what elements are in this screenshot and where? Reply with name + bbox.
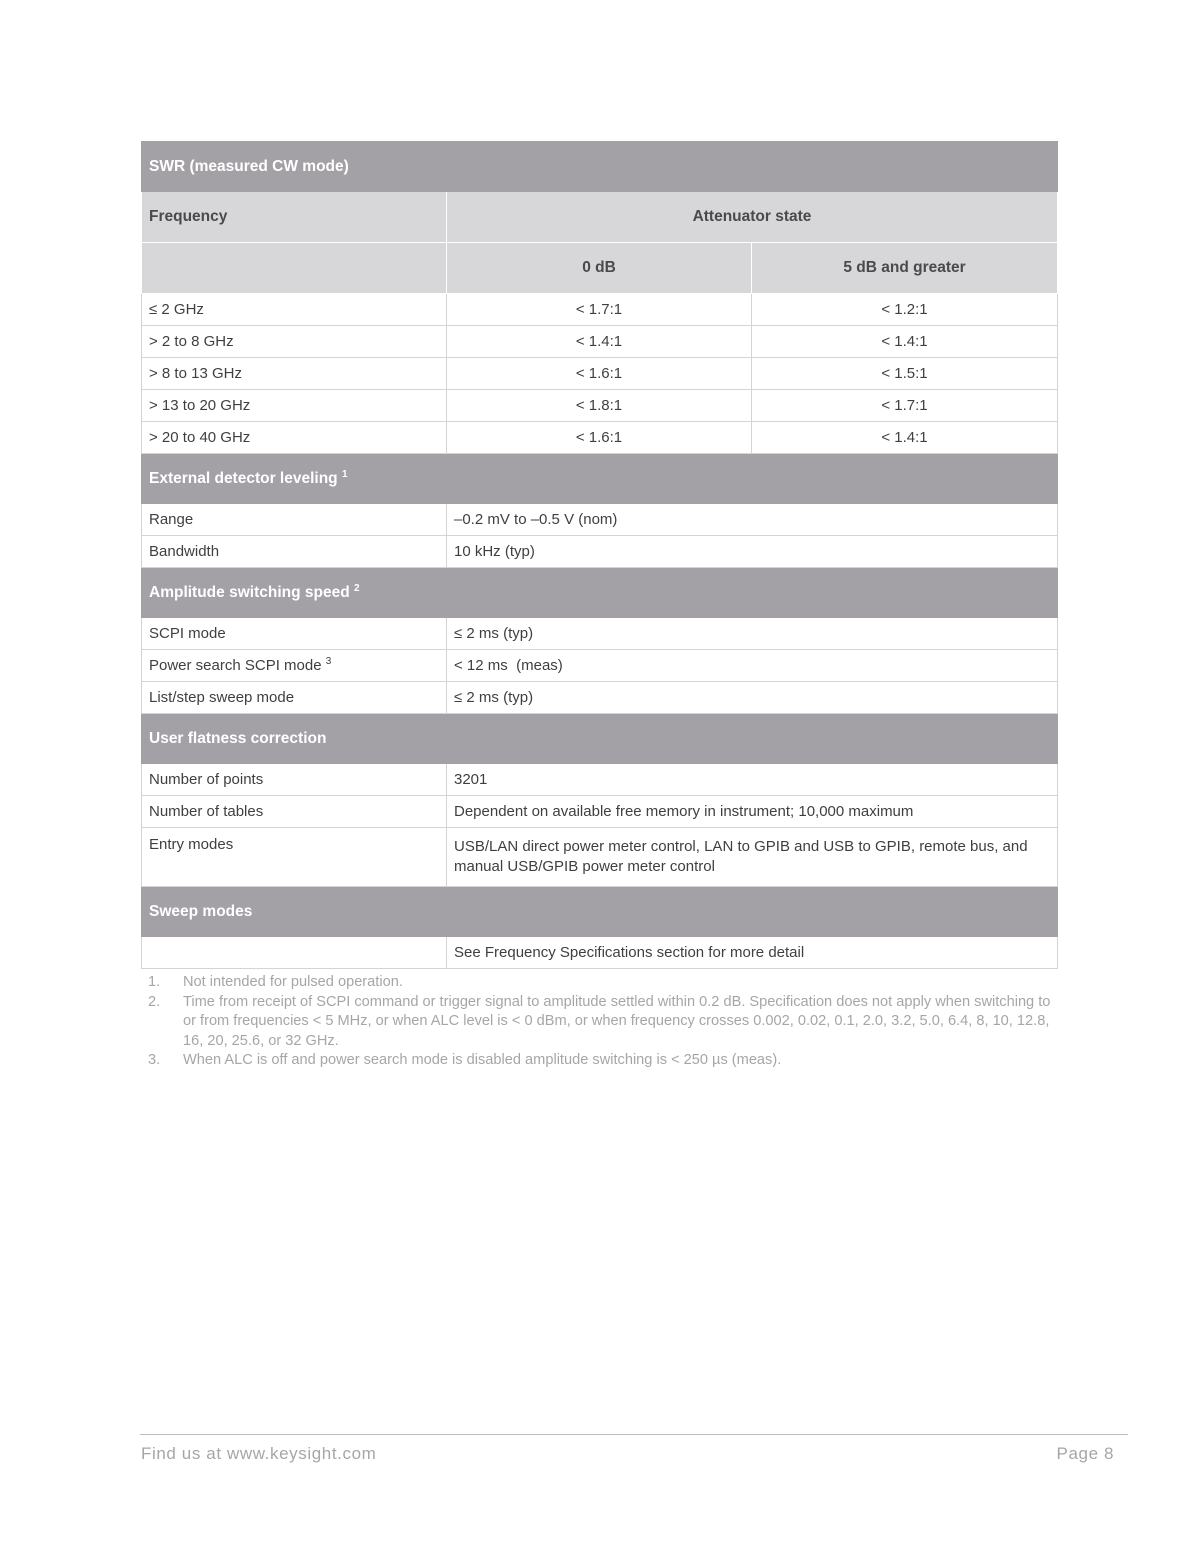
row-label: Number of points [142, 764, 447, 796]
empty-cell [142, 937, 447, 969]
table-row [142, 536, 1058, 568]
footnote-text: When ALC is off and power search mode is disabled amplitude switching is < 250 µs (meas). [183, 1052, 782, 1068]
section-header-external-leveling [142, 454, 1058, 504]
footer-divider [140, 1434, 1128, 1435]
section-title: User flatness correction [142, 714, 1058, 764]
swr-5db-cell: < 1.5:1 [752, 358, 1058, 390]
row-label: Bandwidth [142, 536, 447, 568]
col-5db-header: 5 dB and greater [752, 243, 1058, 294]
footnote [141, 993, 1061, 1052]
table-row [142, 422, 1058, 454]
section-title: Amplitude switching speed [149, 583, 350, 601]
swr-0db-cell: < 1.4:1 [447, 326, 752, 358]
swr-0db-cell: < 1.6:1 [447, 422, 752, 454]
table-row [142, 796, 1058, 828]
row-value: See Frequency Specifications section for more detail [447, 937, 1058, 969]
swr-0db-cell: < 1.8:1 [447, 390, 752, 422]
section-title: External detector leveling [149, 469, 338, 487]
table-row [142, 358, 1058, 390]
swr-5db-cell: < 1.2:1 [752, 294, 1058, 326]
footnote-ref: 2 [353, 582, 360, 594]
frequency-cell: > 20 to 40 GHz [142, 422, 447, 454]
frequency-header: Frequency [142, 192, 447, 243]
page-number: Page 8 [1056, 1444, 1114, 1463]
footnote-ref: 3 [325, 656, 332, 667]
empty-cell [142, 243, 447, 294]
row-label: Entry modes [142, 828, 447, 887]
row-value: –0.2 mV to –0.5 V (nom) [447, 504, 1058, 536]
row-label: Number of tables [142, 796, 447, 828]
table-row [142, 764, 1058, 796]
footnote-text: Time from receipt of SCPI command or trigger signal to amplitude settled within 0.2 dB. Specification does not apply when switching to or from frequencies < 5 MHz, or when ALC level is < 0 dBm, or when frequency crosses 0.002, 0.02, 0.1, 2.0, 3.2, 5.0, 6.4, 8, 10, 12.8, 16, 20, 25.6, or 32 GHz. [183, 993, 1051, 1049]
footnote-number: 2. [148, 993, 161, 1010]
frequency-cell: > 8 to 13 GHz [142, 358, 447, 390]
footnote-number: 3. [148, 1052, 161, 1068]
swr-0db-cell: < 1.7:1 [447, 294, 752, 326]
attenuator-state-header: Attenuator state [447, 192, 1058, 243]
row-value: USB/LAN direct power meter control, LAN to GPIB and USB to GPIB, remote bus, and manual USB/GPIB power meter control [447, 828, 1058, 887]
section-header-user-flatness [142, 714, 1058, 764]
section-header-sweep-modes [142, 887, 1058, 937]
table-row [142, 294, 1058, 326]
swr-5db-cell: < 1.4:1 [752, 326, 1058, 358]
row-value: ≤ 2 ms (typ) [447, 618, 1058, 650]
row-value: Dependent on available free memory in instrument; 10,000 maximum [447, 796, 1058, 828]
section-title: SWR (measured CW mode) [142, 142, 1058, 192]
section-title: Sweep modes [142, 887, 1058, 937]
footnote [141, 973, 1061, 993]
frequency-cell: ≤ 2 GHz [142, 294, 447, 326]
table-row [142, 650, 1058, 682]
swr-0db-cell: < 1.6:1 [447, 358, 752, 390]
row-value: 3201 [447, 764, 1058, 796]
col-0db-header: 0 dB [447, 243, 752, 294]
column-header-row [142, 192, 1058, 243]
table-row [142, 828, 1058, 887]
spec-table [141, 141, 1058, 969]
table-row [142, 937, 1058, 969]
frequency-cell: > 13 to 20 GHz [142, 390, 447, 422]
footnote-text: Not intended for pulsed operation. [183, 974, 403, 990]
swr-5db-cell: < 1.7:1 [752, 390, 1058, 422]
row-label: Power search SCPI mode [149, 657, 322, 674]
row-label: SCPI mode [142, 618, 447, 650]
row-value: < 12 ms (meas) [447, 650, 1058, 682]
row-label: List/step sweep mode [142, 682, 447, 714]
table-row [142, 326, 1058, 358]
row-value: 10 kHz (typ) [447, 536, 1058, 568]
footnote [141, 1051, 1061, 1071]
section-header-swr [142, 142, 1058, 192]
column-subheader-row [142, 243, 1058, 294]
footnote-ref: 1 [341, 468, 348, 480]
section-header-amplitude-switching [142, 568, 1058, 618]
footnote-number: 1. [148, 974, 161, 990]
table-row [142, 682, 1058, 714]
table-row [142, 618, 1058, 650]
footnotes [141, 973, 1061, 1071]
swr-5db-cell: < 1.4:1 [752, 422, 1058, 454]
table-row [142, 504, 1058, 536]
footer-website[interactable]: Find us at www.keysight.com [141, 1444, 377, 1463]
frequency-cell: > 2 to 8 GHz [142, 326, 447, 358]
table-row [142, 390, 1058, 422]
row-label: Range [142, 504, 447, 536]
row-value: ≤ 2 ms (typ) [447, 682, 1058, 714]
